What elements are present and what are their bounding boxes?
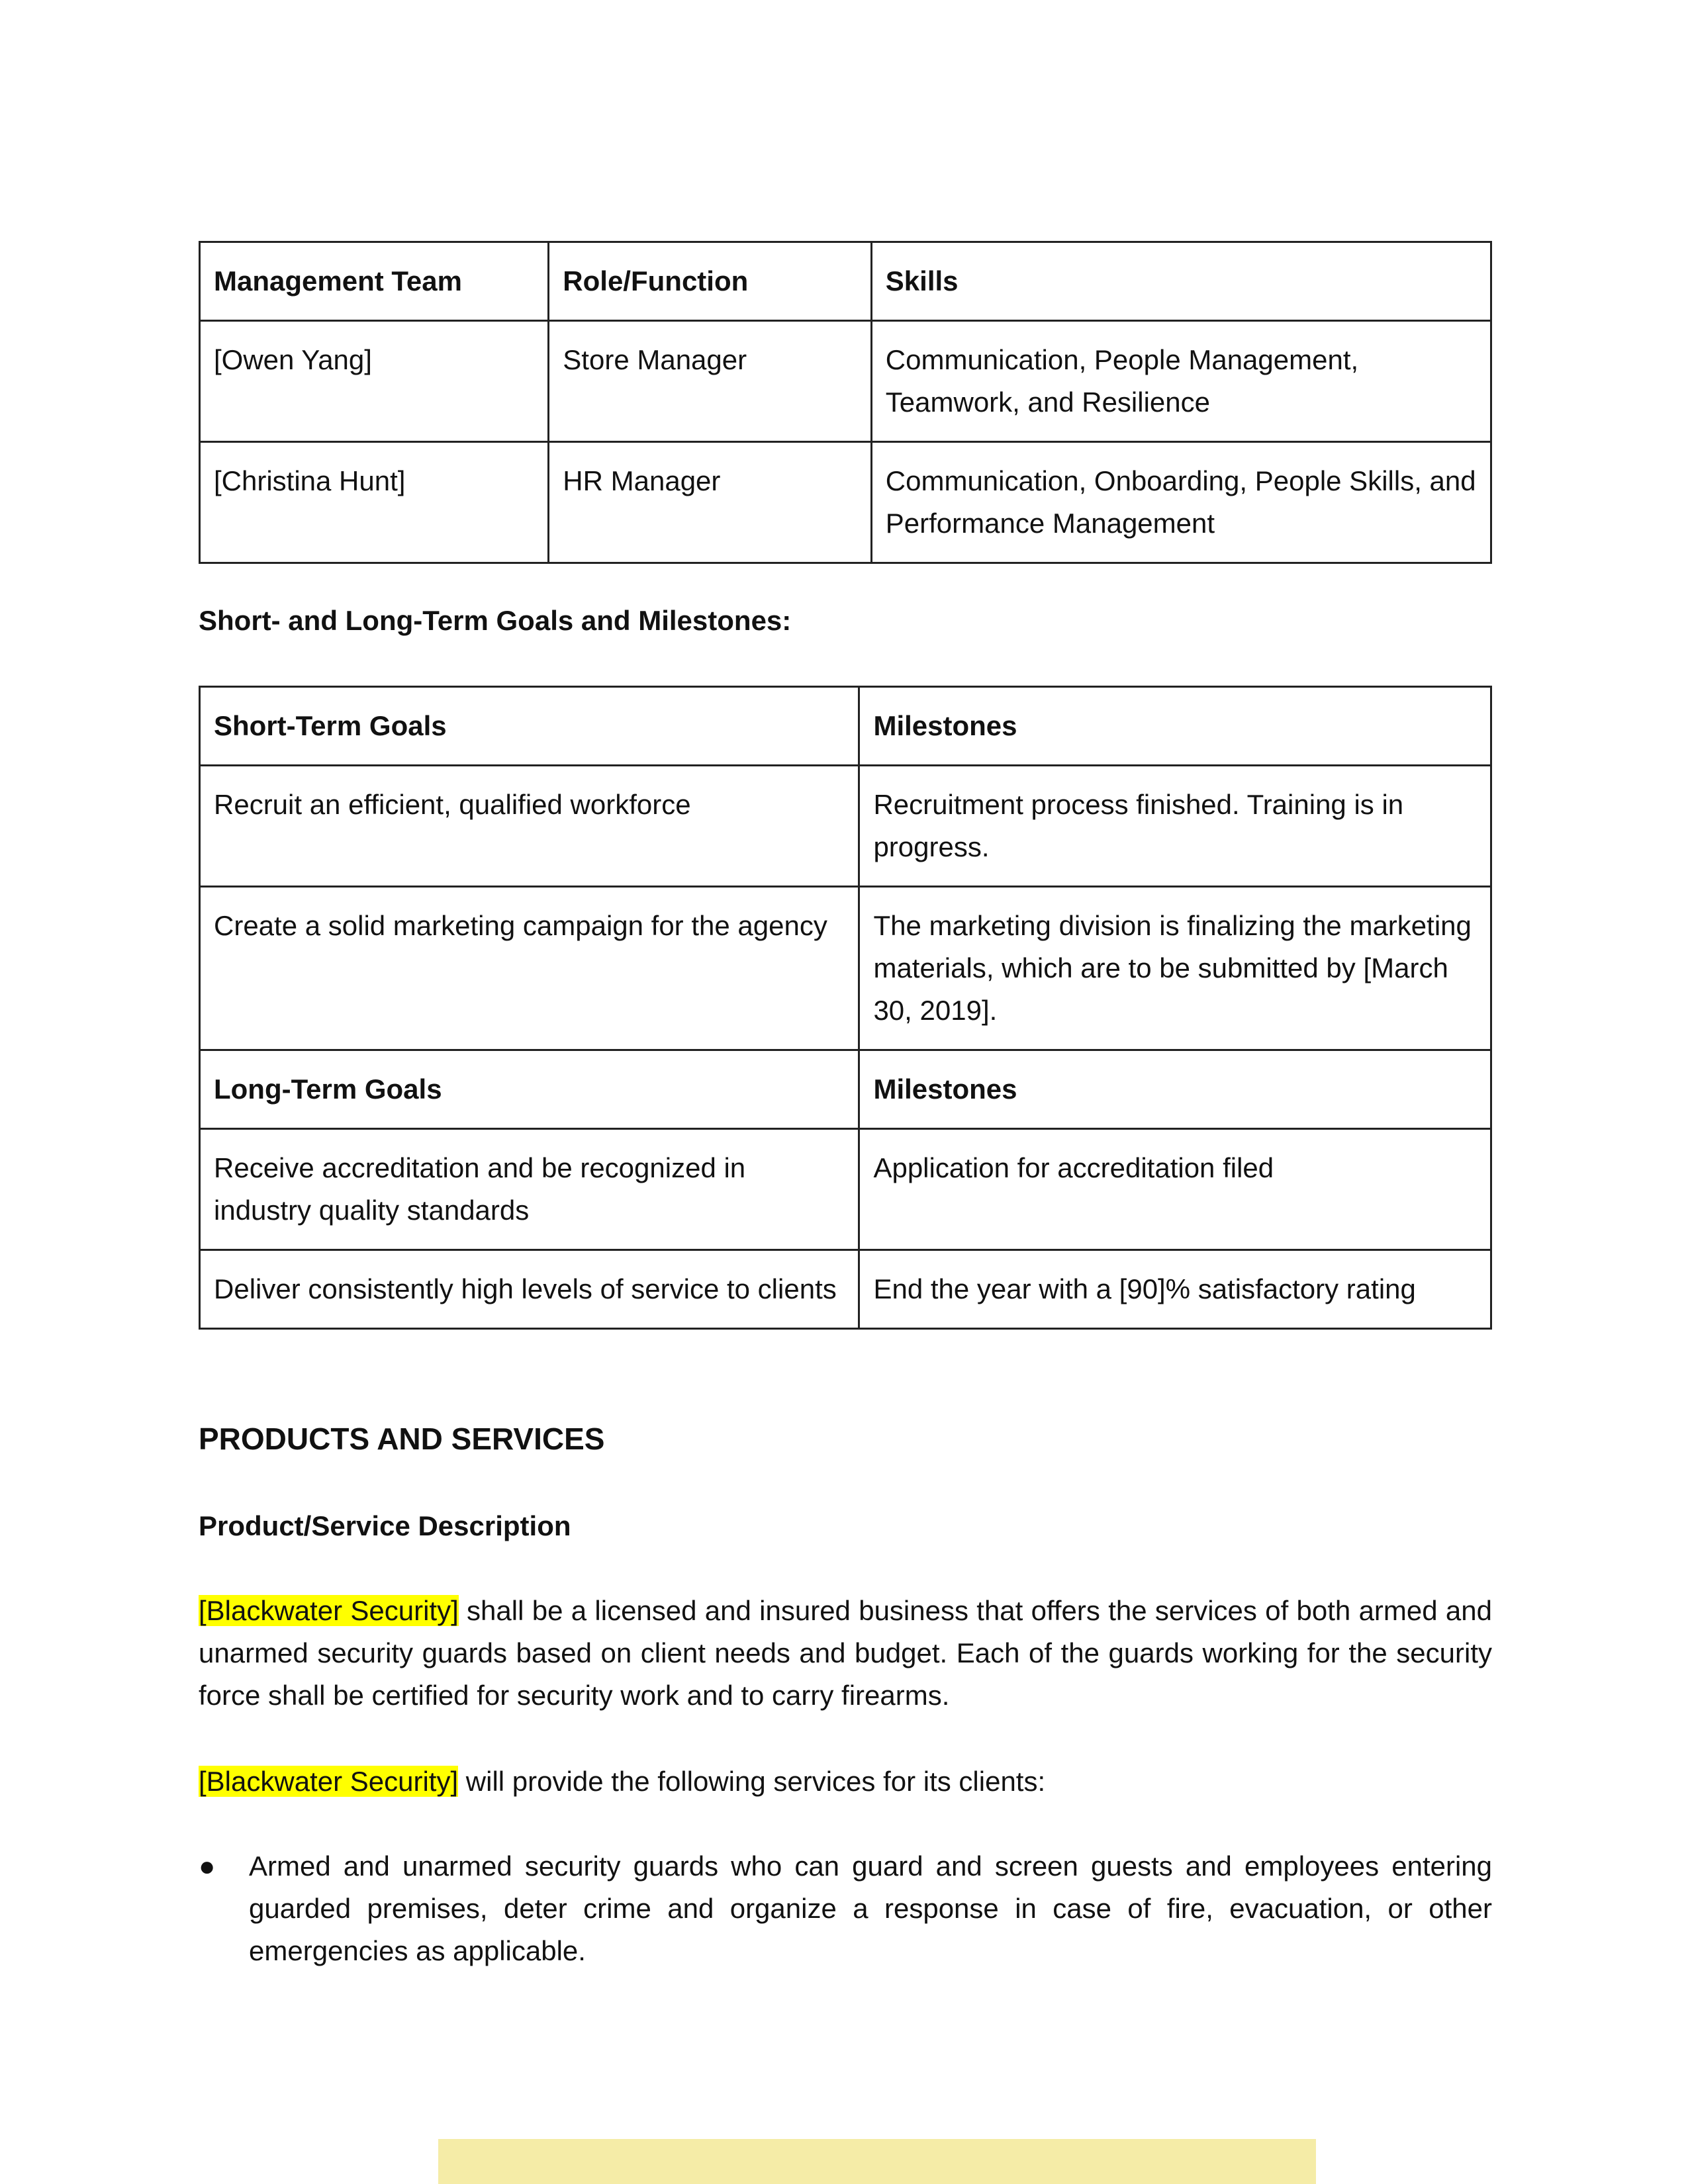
paragraph-text: will provide the following services for its clients: [458,1766,1046,1797]
header-milestones: Milestones [859,687,1491,766]
table-header-row [200,687,1491,766]
table-row [200,1250,1491,1329]
team-member-skills: Communication, People Management, Teamwork, and Resilience [871,321,1491,442]
milestone-cell: Application for accreditation filed [859,1129,1491,1250]
milestone-cell: End the year with a [90]% satisfactory rating [859,1250,1491,1329]
goal-cell: Recruit an efficient, qualified workforce [200,766,859,887]
company-description-paragraph [199,1590,1492,1717]
products-services-heading: PRODUCTS AND SERVICES [199,1422,605,1456]
management-team-table [199,241,1492,564]
header-management-team: Management Team [200,242,549,321]
table-row [200,442,1491,563]
header-short-term-goals: Short-Term Goals [200,687,859,766]
team-member-name: [Owen Yang] [200,321,549,442]
list-item-text: Armed and unarmed security guards who can guard and screen guests and employees entering guarded premises, deter crime and organize a response in case of fire, evacuation, or other emergencies as applicable. [249,1850,1492,1966]
bullet-icon: ● [199,1850,216,1882]
table-row [200,887,1491,1050]
header-long-term-goals: Long-Term Goals [200,1050,859,1129]
table-row [200,766,1491,887]
goal-cell: Receive accreditation and be recognized in industry quality standards [200,1129,859,1250]
list-item [199,1845,1492,1972]
team-member-name: [Christina Hunt] [200,442,549,563]
header-skills: Skills [871,242,1491,321]
services-intro-paragraph [199,1760,1492,1803]
table-row [200,321,1491,442]
product-description-heading: Product/Service Description [199,1510,571,1541]
team-member-skills: Communication, Onboarding, People Skills, and Performance Management [871,442,1491,563]
table-header-row [200,242,1491,321]
team-member-role: HR Manager [549,442,871,563]
goal-cell: Create a solid marketing campaign for the agency [200,887,859,1050]
company-name-highlight: [Blackwater Security] [199,1595,459,1626]
team-member-role: Store Manager [549,321,871,442]
milestone-cell: Recruitment process finished. Training is in progress. [859,766,1491,887]
milestone-cell: The marketing division is finalizing the marketing materials, which are to be submitted by [March 30, 2019]. [859,887,1491,1050]
goals-milestones-table [199,686,1492,1330]
company-name-highlight: [Blackwater Security] [199,1766,459,1797]
paragraph-text: shall be a licensed and insured business that offers the services of both armed and unarmed security guards based on client needs and budget. Each of the guards working for the security force shall be certified for security work and to carry firearms. [199,1595,1492,1711]
goal-cell: Deliver consistently high levels of service to clients [200,1250,859,1329]
table-header-row [200,1050,1491,1129]
table-row [200,1129,1491,1250]
footer-banner [438,2139,1316,2184]
goals-heading: Short- and Long-Term Goals and Milestones: [199,605,792,636]
header-milestones: Milestones [859,1050,1491,1129]
header-role-function: Role/Function [549,242,871,321]
